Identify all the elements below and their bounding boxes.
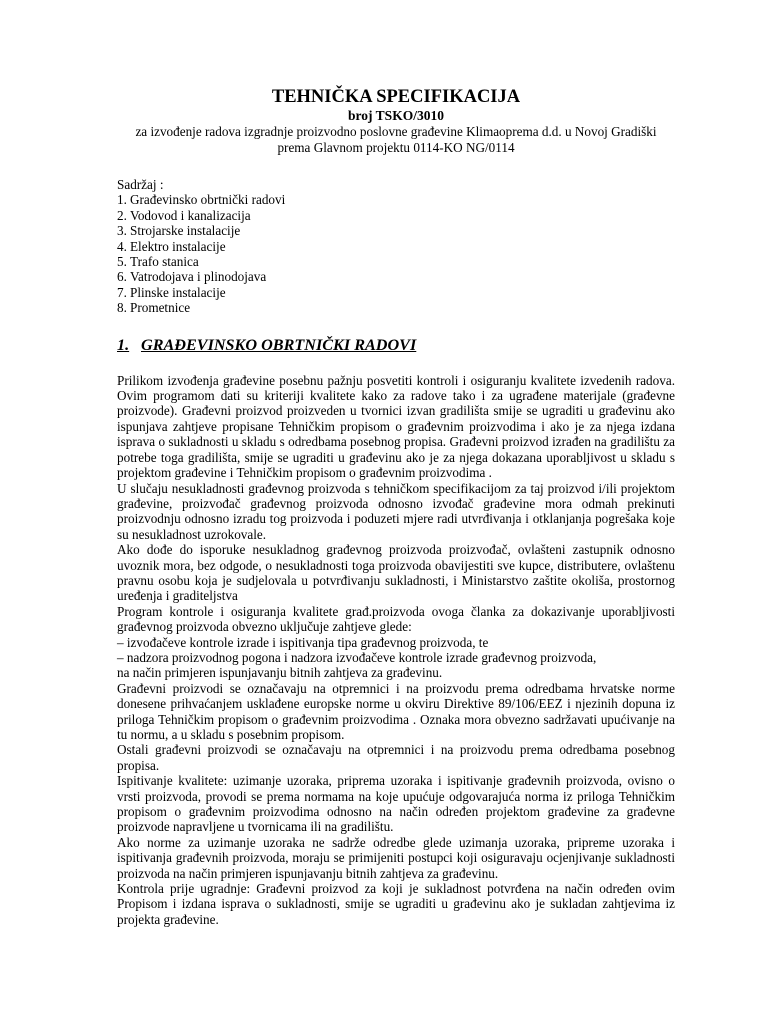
- toc-item: [117, 269, 675, 284]
- toc-item-number: 1.: [117, 192, 127, 208]
- body-paragraph: Ako norme za uzimanje uzoraka ne sadrže odredbe glede uzimanja uzoraka, pripreme uzoraka i ispitivanja građevnih proizvoda, moraju se primijeniti postupci koji osiguravaju ocjenjivanje sukladnosti proizvoda na način primjeren ispunjavanju bitnih zahtjeva za građevinu.: [117, 834, 675, 881]
- toc-item-label: Vatrodojava i plinodojava: [130, 269, 267, 285]
- section-heading: [117, 335, 675, 355]
- toc-item: [117, 285, 675, 300]
- toc-label: Sadržaj :: [117, 177, 164, 192]
- toc-item-number: 4.: [117, 238, 127, 254]
- body-paragraph: U slučaju nesukladnosti građevnog proizvoda s tehničkom specifikacijom za taj proizvod i/ili projektom građevine, proizvođač građevnog proizvoda odnosno izvođač građevine mora odmah prekinuti proizvodnju odnosno izradu tog proizvoda i poduzeti mjere radi utvrđivanja i otklanjanja pogrešaka koje su nesukladnost uzrokovale.: [117, 480, 675, 542]
- toc-item-number: 6.: [117, 269, 127, 285]
- body-paragraph: Program kontrole i osiguranja kvalitete građ.proizvoda ovoga članka za dokazivanje uporabljivosti građevnog proizvoda obvezno uključuje zahtjeve glede:: [117, 603, 675, 635]
- toc-item-label: Plinske instalacije: [130, 284, 226, 300]
- body-paragraph: Kontrola prije ugradnje: Građevni proizvod za koji je sukladnost potvrđena na način određen ovim Propisom i izdana isprava o sukladnosti, smije se ugraditi u građevinu ako je sukladan zahtjevima iz projekta građevine.: [117, 881, 675, 927]
- toc-item-number: 3.: [117, 223, 127, 239]
- body-paragraph: na način primjeren ispunjavanju bitnih zahtjeva za građevinu.: [117, 665, 443, 681]
- toc-item-label: Elektro instalacije: [130, 238, 226, 254]
- toc-item-number: 7.: [117, 284, 127, 300]
- section-heading-text: GRAĐEVINSKO OBRTNIČKI RADOVI: [141, 335, 417, 354]
- body-paragraph: – nadzora proizvodnog pogona i nadzora izvođačeve kontrole izrade građevnog proizvoda,: [117, 649, 597, 665]
- document-subtitle-line2: prema Glavnom projektu 0114-KO NG/0114: [277, 140, 515, 155]
- toc-item-label: Građevinsko obrtnički radovi: [130, 192, 286, 208]
- document-subtitle-line1: za izvođenje radova izgradnje proizvodno poslovne građevine Klimaoprema d.d. u Novoj Gradiški: [135, 124, 657, 139]
- document-title: TEHNIČKA SPECIFIKACIJA: [271, 87, 521, 107]
- section-number: 1.: [117, 335, 130, 354]
- toc-item-number: 2.: [117, 207, 127, 223]
- body-paragraph: – izvođačeve kontrole izrade i ispitivanja tipa građevnog proizvoda, te: [117, 634, 489, 650]
- toc-list: [117, 192, 675, 315]
- toc-item: [117, 223, 675, 238]
- toc-item: [117, 208, 675, 223]
- toc-item: [117, 239, 675, 254]
- toc-item-number: 8.: [117, 300, 127, 316]
- toc-item-label: Vodovod i kanalizacija: [130, 207, 251, 223]
- table-of-contents: [117, 177, 675, 316]
- toc-item-label: Prometnice: [130, 300, 191, 316]
- body-paragraph: Ako dođe do isporuke nesukladnog građevnog proizvoda proizvođač, ovlašteni zastupnik odnosno uvoznik mora, bez odgode, o nesukladnosti toga proizvoda obavijestiti sve kupce, distributere, ovlaštenu pravnu osobu koja je sudjelovala u potvrđivanju sukladnosti, i Ministarstvo zaštite okoliša, prostornog uređenja i graditeljstva: [117, 542, 675, 604]
- body-paragraph: Građevni proizvodi se označavaju na otpremnici i na proizvodu prema odredbama hrvatske norme donesene prihvaćanjem usklađene europske norme u okviru Direktive 89/106/EEZ i njezinih dopuna iz priloga Tehničkim propisom o građevnim proizvodima . Oznaka mora obvezno sadržavati upućivanje na tu normu, a u skladu s posebnim propisom.: [117, 680, 675, 742]
- body-paragraph: Prilikom izvođenja građevine posebnu pažnju posvetiti kontroli i osiguranju kvalitete izvedenih radova. Ovim programom dati su kriteriji kvalitete kako za radove tako i za ugrađene materijale (građevne proizvode). Građevni proizvod proizveden u tvornici izvan gradilišta smije se ugraditi u građevinu ako ispunjava zahtjeve propisane Tehničkim propisom o građevnim proizvodima i ako je za njega izdana isprava o sukladnosti u skladu s odredbama posebnog propisa. Građevni proizvod izrađen na gradilištu za potrebe toga gradilišta, smije se ugraditi u građevinu ako je za njega dokazana uporabljivost u skladu s projektom građevine i Tehničkim propisom o građevnim proizvodima .: [117, 372, 675, 481]
- body-paragraph: Ostali građevni proizvodi se označavaju na otpremnici i na proizvodu prema odredbama posebnog propisa.: [117, 742, 675, 773]
- body-paragraph: Ispitivanje kvalitete: uzimanje uzoraka, priprema uzoraka i ispitivanje građevnih proizvoda, ovisno o vrsti proizvoda, provodi se prema normama na koje upućuje odgovarajuća norma iz priloga Tehničkim propisom o građevnim proizvodima odnosno na način određen projektom građevine za građevne proizvode napravljene u tvornicama ili na gradilištu.: [117, 773, 675, 835]
- toc-item: [117, 300, 675, 315]
- document-number: broj TSKO/3010: [348, 108, 444, 123]
- toc-item-number: 5.: [117, 254, 127, 270]
- section-body: [117, 373, 675, 928]
- toc-item-label: Trafo stanica: [130, 254, 199, 270]
- toc-item: [117, 192, 675, 207]
- toc-item: [117, 254, 675, 269]
- toc-item-label: Strojarske instalacije: [130, 223, 241, 239]
